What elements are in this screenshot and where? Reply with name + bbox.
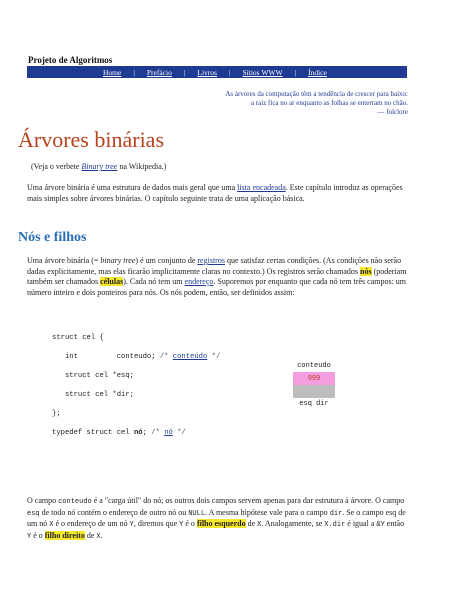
top-nav <box>27 66 407 78</box>
nav-separator: | <box>228 67 231 77</box>
wikipedia-link[interactable]: Binary tree <box>81 162 118 171</box>
nav-separator: | <box>294 67 297 77</box>
nav-livros-link[interactable]: Livros <box>197 67 217 77</box>
nav-sitios-link[interactable]: Sítios WWW <box>242 67 283 77</box>
see-also-paragraph: (Veja o verbete Binary tree na Wikipedia.) <box>31 162 167 171</box>
lista-encadeada-link[interactable]: lista encadeada <box>237 183 286 192</box>
node-cell-diagram <box>293 362 335 408</box>
code-line-1: struct cel { <box>52 334 104 342</box>
nav-separator: | <box>183 67 186 77</box>
highlight-celulas: células <box>100 277 124 286</box>
highlight-filho-esquerdo: filho esquerdo <box>196 519 246 528</box>
site-title: Projeto de Algoritmos <box>28 55 113 65</box>
conteudo-link[interactable]: conteúdo <box>172 353 208 361</box>
code-line-2: int conteudo; /* conteúdo */ <box>52 353 221 361</box>
code-line-3: struct cel *esq; <box>52 372 134 380</box>
diagram-pointer-labels: esq dir <box>299 400 329 408</box>
nav-indice-link[interactable]: Índice <box>308 67 327 77</box>
endereco-link[interactable]: endereço <box>184 277 214 286</box>
children-paragraph: O campo conteudo é a "carga útil" do nó; os outros dois campos servem apenas para dar estrutura à árvore. O campo esq de todo nó contém o endereço de outro nó ou NULL. A mesma hipótese vale para o campo dir. Se o campo esq de um nó X é o endereço de um nó Y, diremos que Y é o filho esquerdo de X. Analogamente, se X.dir é igual a &Y então Y é o filho direito de X. <box>27 496 406 541</box>
nav-prefacio-link[interactable]: Prefácio <box>146 67 172 77</box>
code-line-5: }; <box>52 410 61 418</box>
page-title: Árvores binárias <box>18 127 165 152</box>
highlight-nos: nós <box>360 266 372 276</box>
highlight-filho-direito: filho direito <box>44 530 85 540</box>
epigraph <box>225 90 408 117</box>
epigraph-line-1: As árvores da computação têm a tendência de crescer para baixo: <box>225 90 408 98</box>
registros-link[interactable]: registros <box>197 256 225 265</box>
epigraph-line-2: a raiz fica no ar enquanto as folhas se enterram no chão. <box>250 99 408 107</box>
diagram-pointer-box <box>293 385 335 398</box>
nodes-paragraph: Uma árvore binária (= binary tree) é um conjunto de registros que satisfaz certas condições. (As condições não serão dadas explicitamente, mas elas ficarão implicitamente claras no contexto.) Os registros serão chamados nós (poderiam também ser chamados células). Cada nó tem um endereço. Suporemos por enquanto que cada nó tem três campos: um número inteiro e dois ponteiros para nós. Os nós podem, então, ser definidos assim: <box>27 256 407 297</box>
section-title: Nós e filhos <box>18 230 87 245</box>
diagram-conteudo-label: conteudo <box>297 362 331 370</box>
nav-home-link[interactable]: Home <box>103 67 122 77</box>
intro-paragraph: Uma árvore binária é uma estrutura de dados mais geral que uma lista encadeada. Este capítulo introduz as operações mais simples sobre árvores binárias. O capítulo seguinte trata de uma aplicação básica. <box>27 183 403 203</box>
epigraph-author: — folclore <box>377 108 408 116</box>
diagram-value-box: 999 <box>293 372 335 385</box>
code-line-4: struct cel *dir; <box>52 391 134 399</box>
nav-separator: | <box>133 67 135 77</box>
no-link[interactable]: nó <box>164 429 173 437</box>
code-line-6: typedef struct cel nó; /* nó */ <box>52 429 186 437</box>
